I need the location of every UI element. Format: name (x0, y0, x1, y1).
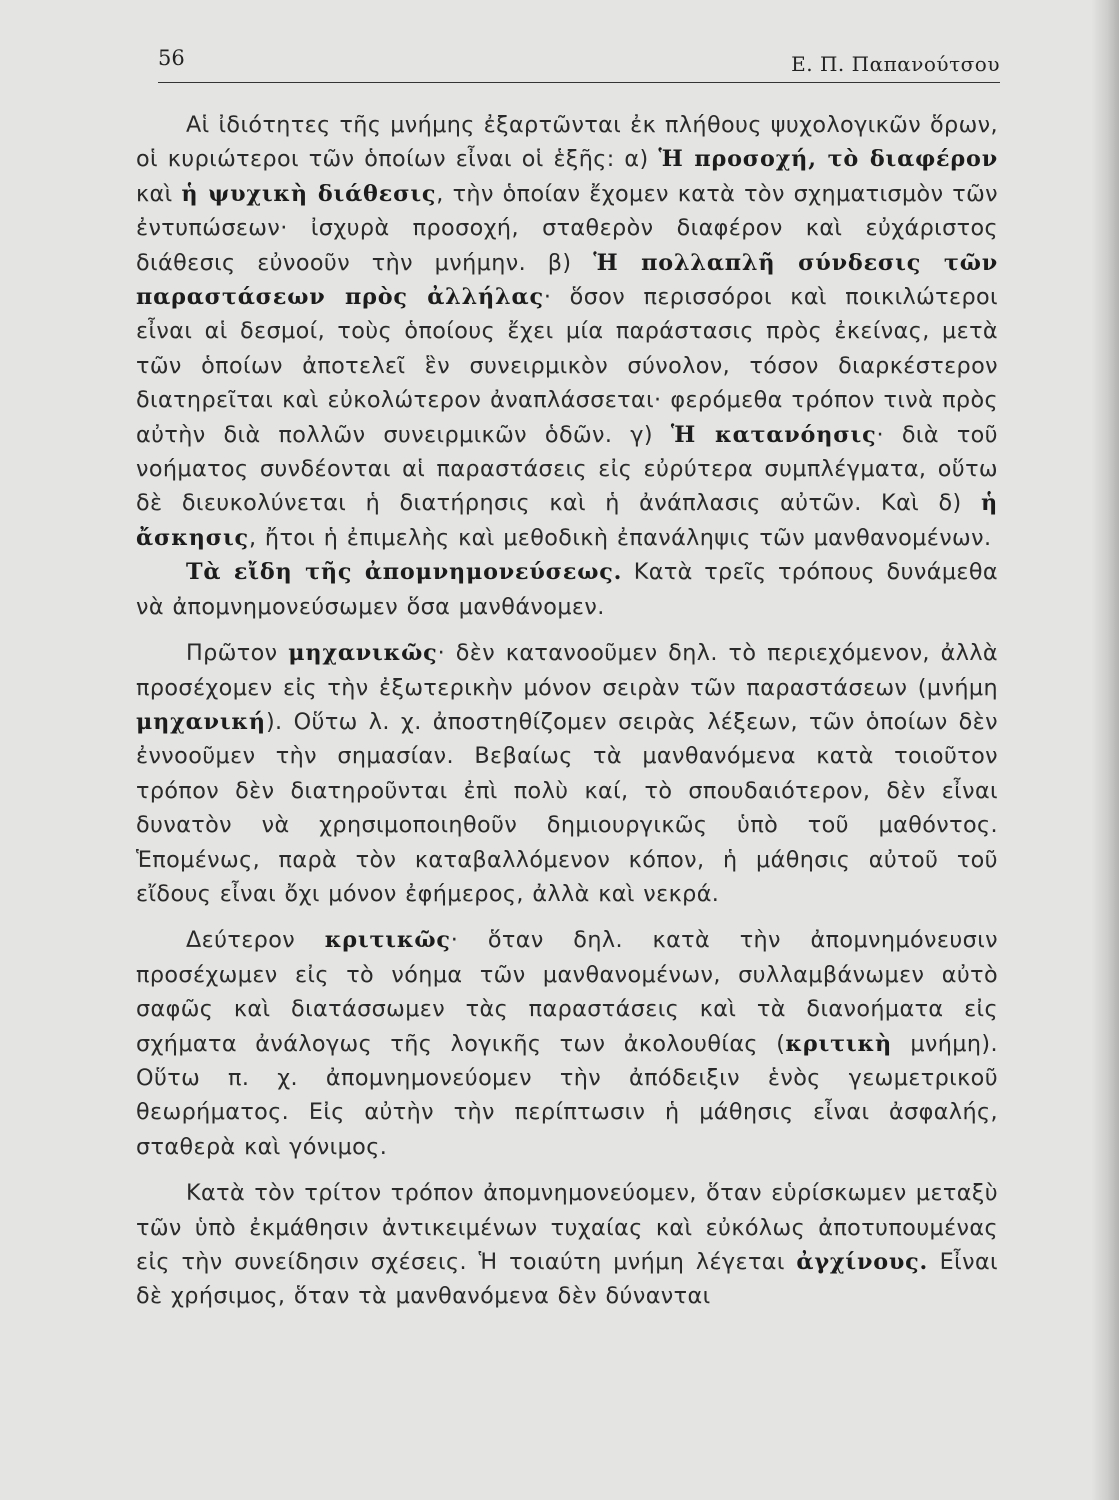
text-run: · ὅσον περισσόροι καὶ ποικιλώτεροι εἶναι αἱ δεσμοί, τοὺς ὁποίους ἔχει μία παράστασις πρὸς ἐκείνας, μετὰ τῶν ὁποίων ἀποτελεῖ ἓν συνειρμικὸν σύνολον, τόσον διαρκέστερον διατηρεῖται καὶ εὐκολώτερον ἀναπλάσσεται· φερόμεθα τρόπον τινὰ πρὸς αὐτὴν διὰ πολλῶν συνειρμικῶν ὁδῶν. γ) (136, 284, 998, 448)
binding-shadow (1091, 0, 1119, 1500)
text-run: , ἤτοι ἡ ἐπιμελὴς καὶ μεθοδικὴ ἐπανάληψις τῶν μανθανομένων. (248, 524, 992, 551)
text-run: Κατὰ τὸν τρίτον τρόπον ἀπομνημονεύομεν, ὅταν εὑρίσκωμεν μεταξὺ τῶν ὑπὸ ἐκμάθησιν ἀντικειμένων τυχαίας καὶ εὐκόλως ἀποτυπουμένας εἰς τὴν συνείδησιν σχέσεις. Ἡ τοιαύτη μνήμη λέγεται (136, 1180, 998, 1275)
bold-term: Ἡ προσοχή, τὸ διαφέρον (658, 146, 998, 173)
bold-term: ἡ ἄσκησις (136, 490, 998, 551)
section-heading: Τὰ εἴδη τῆς ἀπομνημονεύσεως. (186, 559, 623, 586)
text-run: Κατὰ τρεῖς τρόπους δυνάμεθα νὰ ἀπομνημονεύσωμεν ὅσα μανθάνομεν. (136, 559, 998, 620)
paragraph-critical (136, 923, 998, 1164)
bold-term: ἡ ψυχικὴ διάθεσις (181, 180, 437, 207)
body-text (136, 108, 998, 1314)
text-run: Εἶναι δὲ χρήσιμος, ὅταν τὰ μανθανόμενα δὲν δύνανται (136, 1249, 998, 1310)
bold-term: κριτικῶς (324, 927, 451, 954)
text-run: Δεύτερον (186, 927, 325, 954)
text-run: · διὰ τοῦ νοήματος συνδέονται αἱ παραστάσεις εἰς εὐρύτερα συμπλέγματα, οὕτω δὲ διευκολύνεται ἡ διατήρησις καὶ ἡ ἀνάπλασις αὐτῶν. Καὶ δ) (136, 421, 998, 517)
paragraph-associative (136, 1176, 998, 1314)
text-run: Αἱ ἰδιότητες τῆς μνήμης ἐξαρτῶνται ἐκ πλήθους ψυχολογικῶν ὅρων, οἱ κυριώτεροι τῶν ὁποίων εἶναι οἱ ἑξῆς: α) (136, 112, 998, 173)
text-run: μνήμη). Οὕτω π. χ. ἀπομνημονεύομεν τὴν ἀπόδειξιν ἑνὸς γεωμετρικοῦ θεωρήματος. Εἰς αὐτὴν τὴν περίπτωσιν ἡ μάθησις εἶναι ἀσφαλής, σταθερὰ καὶ γόνιμος. (136, 1030, 998, 1160)
bold-term: κριτικὴ (785, 1030, 892, 1057)
page-header (158, 40, 1000, 80)
bold-term: Ἡ πολλαπλῆ σύνδεσις τῶν παραστάσεων πρὸς ἀλλήλας (136, 249, 998, 311)
paragraph-mechanical (136, 636, 998, 911)
bold-term: ἀγχίνους. (796, 1249, 929, 1275)
text-run: · ὅταν δηλ. κατὰ τὴν ἀπομνημόνευσιν προσέχωμεν εἰς τὸ νόημα τῶν μανθανομένων, συλλαμβάνωμεν αὐτὸ σαφῶς καὶ διατάσσωμεν τὰς παραστάσεις καὶ τὰ διανοήματα εἰς σχήματα ἀνάλογως τῆς λογικῆς των ἀκολουθίας ( (136, 927, 998, 1057)
text-run: · δὲν κατανοοῦμεν δηλ. τὸ περιεχόμενον, ἀλλὰ προσέχομεν εἰς τὴν ἐξωτερικὴν μόνον σειρὰν τῶν παραστάσεων (μνήμη (136, 640, 999, 701)
header-rule (158, 82, 1000, 83)
paragraph-kinds-of-memorization (136, 555, 998, 624)
bold-term: μηχανικῶς (288, 640, 438, 667)
bold-term: Ἡ κατανόησις (670, 421, 877, 448)
text-run: , τὴν ὁποίαν ἔχομεν κατὰ τὸν σχηματισμὸν τῶν ἐντυπώσεων· ἰσχυρὰ προσοχή, σταθερὸν διαφέρον καὶ εὐχάριστος διάθεσις εὐνοοῦν τὴν μνήμην. β) (136, 180, 999, 276)
text-run: καὶ (136, 180, 182, 207)
paragraph-memory-properties (136, 108, 998, 555)
bold-term: μηχανική (136, 708, 266, 735)
running-head: Ε. Π. Παπανούτσου (791, 52, 1000, 76)
text-run: ). Οὕτω λ. χ. ἀποστηθίζομεν σειρὰς λέξεων, τῶν ὁποίων δὲν ἐννοοῦμεν τὴν σημασίαν. Βεβαίως τὰ μανθανόμενα κατὰ τοιοῦτον τρόπον δὲν διατηροῦνται ἐπὶ πολὺ καί, τὸ σπουδαιότερον, δὲν εἶναι δυνατὸν νὰ χρησιμοποιηθοῦν δημιουργικῶς ὑπὸ τοῦ μαθόντος. Ἑπομένως, παρὰ τὸν καταβαλλόμενον κόπον, ἡ μάθησις αὐτοῦ τοῦ εἴδους εἶναι ὄχι μόνον ἐφήμερος, ἀλλὰ καὶ νεκρά. (136, 708, 998, 907)
page-number: 56 (158, 46, 185, 70)
text-run: Πρῶτον (186, 640, 289, 667)
